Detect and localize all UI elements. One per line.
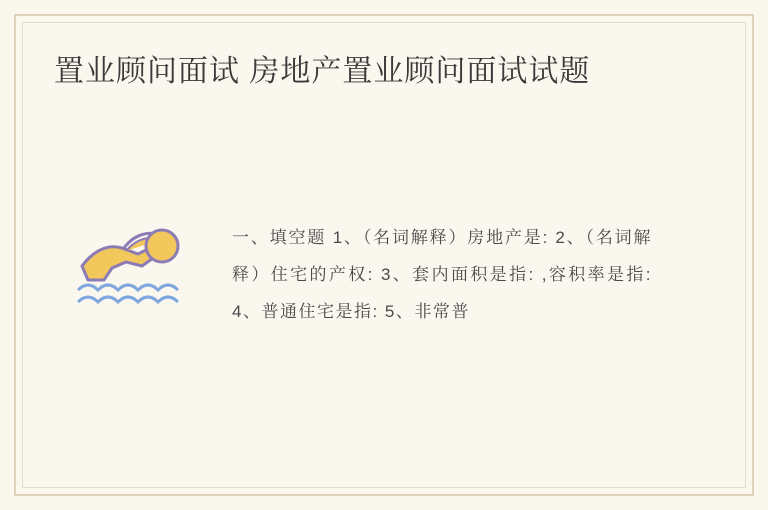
page-title: 置业顾问面试 房地产置业顾问面试试题: [54, 55, 591, 88]
body-area: [54, 202, 714, 347]
page-content: [54, 50, 714, 460]
swimmer-illustration: [64, 210, 194, 320]
document-body-text: 一、填空题 1、（名词解释）房地产是: 2、（名词解释）住宅的产权: 3、套内面积是指: ,容积率是指: 4、普通住宅是指: 5、非常普: [232, 228, 652, 321]
